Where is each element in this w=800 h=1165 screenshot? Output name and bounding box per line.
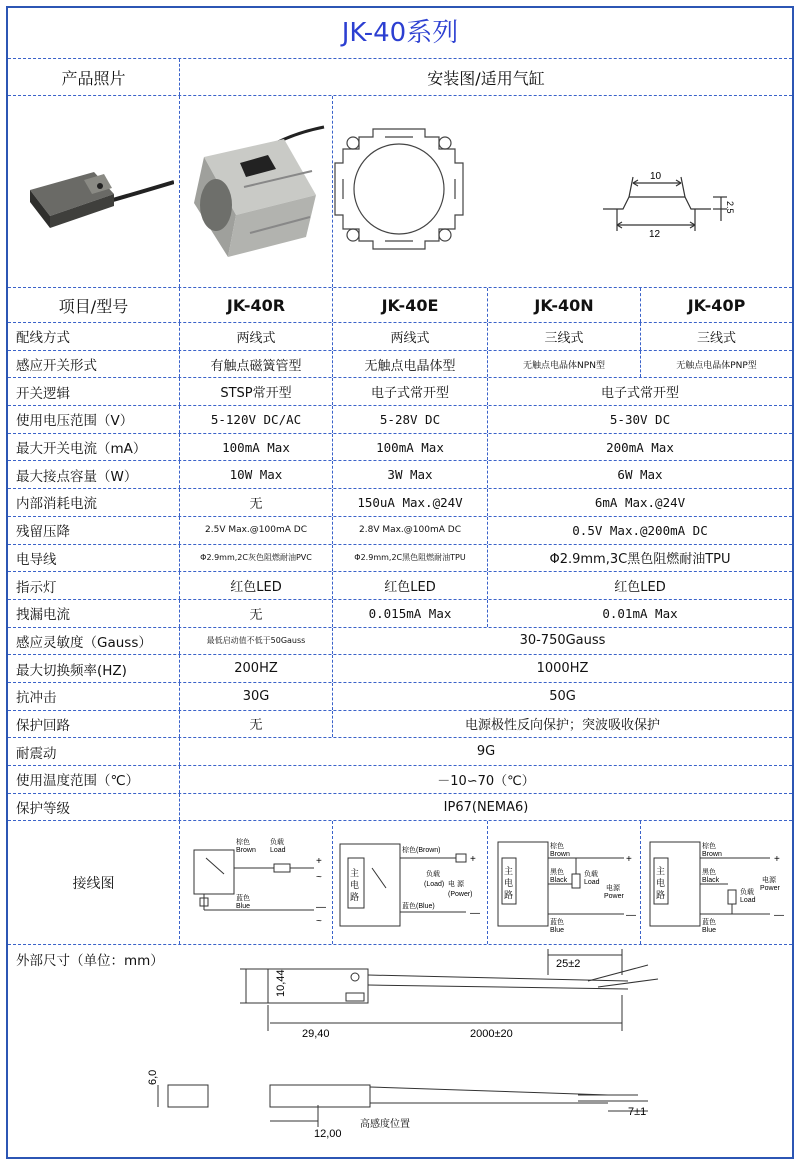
wiring-p bbox=[641, 821, 792, 944]
spec-row-label: 使用电压范围（V） bbox=[8, 406, 180, 433]
spec-row bbox=[8, 655, 792, 683]
datasheet bbox=[6, 6, 794, 1159]
minus-sign: — bbox=[470, 907, 480, 919]
spec-table bbox=[8, 288, 792, 821]
dimensions-section bbox=[8, 945, 792, 1151]
wire-brown: 棕色 bbox=[235, 838, 250, 846]
wire-brown-en: Brown bbox=[235, 846, 256, 854]
spec-row-label: 内部消耗电流 bbox=[8, 489, 180, 516]
load-label-en: (Load) bbox=[424, 880, 445, 888]
photo-header-row bbox=[8, 59, 792, 96]
spec-value: 3W Max bbox=[333, 461, 488, 488]
spec-row bbox=[8, 545, 792, 573]
wire-blue: 蓝色 bbox=[235, 894, 250, 902]
spec-row-label: 感应灵敏度（Gauss） bbox=[8, 628, 180, 655]
spec-value: 200HZ bbox=[180, 655, 333, 682]
dimensions-label: 外部尺寸（单位：mm） bbox=[16, 953, 164, 970]
photo-row bbox=[8, 96, 792, 288]
wiring-row bbox=[8, 821, 792, 945]
spec-value: 电源极性反向保护；突波吸收保护 bbox=[464, 718, 660, 734]
dim-height: 2.5 bbox=[725, 200, 735, 214]
ac-tilde-bottom: ~ bbox=[315, 915, 322, 927]
spec-value: 30G bbox=[180, 683, 333, 710]
load-label: 负载 bbox=[269, 838, 284, 846]
spec-value: Φ2.9mm,3C黑色阻燃耐油TPU bbox=[549, 552, 731, 568]
spec-value: Φ2.9mm,2C灰色阻燃耐油PVC bbox=[180, 545, 333, 572]
spec-value: 无 bbox=[180, 489, 333, 516]
wiring-diagram-n bbox=[492, 828, 637, 938]
main-circuit-2: 电 bbox=[503, 877, 513, 888]
plus-sign: + bbox=[315, 855, 322, 867]
spec-row bbox=[8, 351, 792, 379]
spec-value: 5-28V DC bbox=[333, 406, 488, 433]
spec-value: 5-30V DC bbox=[609, 411, 671, 427]
install-drawing bbox=[333, 96, 792, 287]
power-label-en: Power bbox=[603, 892, 624, 900]
wire-blue-en: Blue bbox=[702, 926, 717, 934]
wiring-diagram-e bbox=[336, 828, 484, 938]
cylinder-icon bbox=[184, 117, 329, 267]
spec-value: 红色LED bbox=[180, 572, 333, 599]
wire-brown-en: Brown bbox=[549, 850, 570, 858]
plus-sign: + bbox=[774, 853, 780, 865]
main-circuit-3: 路 bbox=[656, 889, 666, 900]
profile-drawing bbox=[333, 97, 792, 287]
spec-value: 三线式 bbox=[696, 330, 736, 346]
power-label: 电源 bbox=[762, 876, 776, 884]
install-header: 安装图/适用气缸 bbox=[427, 68, 545, 88]
spec-value: 6W Max bbox=[617, 467, 663, 483]
dim-6: 6,0 bbox=[147, 1070, 159, 1086]
photo-header: 产品照片 bbox=[8, 59, 180, 95]
load-label-en: Load bbox=[269, 846, 286, 854]
spec-row bbox=[8, 766, 792, 794]
dimension-drawing bbox=[8, 945, 792, 1151]
dim-bottom: 12 bbox=[649, 228, 661, 240]
load-label-en: Load bbox=[740, 896, 756, 904]
spec-row-label: 拽漏电流 bbox=[8, 600, 180, 627]
wire-blue: 蓝色(Blue) bbox=[402, 902, 435, 910]
spec-row bbox=[8, 738, 792, 766]
spec-row bbox=[8, 711, 792, 739]
main-circuit-1: 主 bbox=[503, 865, 513, 876]
power-label: 电源 bbox=[605, 884, 620, 892]
page-title: JK-40系列 bbox=[8, 8, 792, 59]
spec-value: 30-750Gauss bbox=[519, 633, 606, 649]
spec-value: 50G bbox=[549, 688, 576, 704]
minus-sign: — bbox=[774, 909, 784, 921]
dim-top: 10 bbox=[650, 170, 662, 182]
power-label-en: (Power) bbox=[448, 890, 473, 898]
wire-black-en: Black bbox=[702, 876, 720, 884]
spec-value: 无触点电晶体型 bbox=[333, 351, 488, 378]
spec-row bbox=[8, 683, 792, 711]
spec-value: 1000HZ bbox=[536, 661, 589, 677]
spec-value: 红色LED bbox=[614, 580, 666, 596]
main-circuit-3: 路 bbox=[350, 891, 360, 902]
sensor-photo-icon bbox=[14, 132, 174, 252]
spec-row bbox=[8, 434, 792, 462]
wire-black: 黑色 bbox=[549, 868, 564, 876]
spec-value: 9G bbox=[476, 744, 496, 760]
spec-value: 两线式 bbox=[180, 323, 333, 350]
spec-value: 0.015mA Max bbox=[333, 600, 488, 627]
spec-header-row bbox=[8, 288, 792, 323]
spec-value: 2.8V Max.@100mA DC bbox=[333, 517, 488, 544]
spec-value: 2.5V Max.@100mA DC bbox=[180, 517, 333, 544]
spec-value: 电子式常开型 bbox=[333, 378, 488, 405]
wiring-diagram-p bbox=[644, 828, 789, 938]
spec-value: Φ2.9mm,2C黑色阻燃耐油TPU bbox=[333, 545, 488, 572]
spec-value: 无触点电晶体NPN型 bbox=[488, 351, 641, 378]
wire-brown: 棕色 bbox=[702, 842, 716, 850]
wire-blue-en: Blue bbox=[549, 926, 564, 934]
spec-value: 150uA Max.@24V bbox=[333, 489, 488, 516]
load-label: 负载 bbox=[740, 888, 754, 896]
ac-tilde-top: ~ bbox=[315, 871, 322, 883]
plus-sign: + bbox=[625, 853, 632, 865]
wire-brown-en: Brown bbox=[702, 850, 722, 858]
spec-row-label: 最大切换频率(HZ) bbox=[8, 655, 180, 682]
spec-value: IP67(NEMA6) bbox=[443, 799, 529, 815]
dim-2000: 2000±20 bbox=[470, 1028, 513, 1041]
model-header: JK-40R bbox=[180, 288, 333, 322]
spec-value: 0.5V Max.@200mA DC bbox=[572, 522, 708, 538]
dim-10: 10,44 bbox=[275, 969, 287, 998]
main-circuit-1: 主 bbox=[350, 867, 360, 878]
wiring-label: 接线图 bbox=[8, 821, 180, 944]
wire-black-en: Black bbox=[549, 876, 567, 884]
model-header: JK-40P bbox=[687, 295, 746, 315]
spec-value: 0.01mA Max bbox=[602, 605, 678, 621]
spec-row-label: 最大开关电流（mA） bbox=[8, 434, 180, 461]
spec-row-label: 保护等级 bbox=[8, 794, 180, 821]
spec-value: 5-120V DC/AC bbox=[180, 406, 333, 433]
spec-row-label: 残留压降 bbox=[8, 517, 180, 544]
spec-row-label: 指示灯 bbox=[8, 572, 180, 599]
spec-row-label: 感应开关形式 bbox=[8, 351, 180, 378]
dim-25: 25±2 bbox=[556, 958, 581, 971]
wire-blue: 蓝色 bbox=[702, 918, 716, 926]
wiring-n bbox=[488, 821, 641, 944]
spec-value: －10∽70（℃） bbox=[437, 773, 535, 789]
spec-value: 100mA Max bbox=[333, 434, 488, 461]
spec-row bbox=[8, 517, 792, 545]
model-header: JK-40N bbox=[488, 288, 641, 322]
wire-blue: 蓝色 bbox=[549, 918, 564, 926]
wiring-r bbox=[180, 821, 333, 944]
load-label: 负载 bbox=[583, 870, 598, 878]
spec-value: 6mA Max.@24V bbox=[594, 494, 686, 510]
load-label-en: Load bbox=[583, 878, 600, 886]
minus-sign: — bbox=[315, 901, 326, 913]
wiring-diagram-r bbox=[184, 828, 329, 938]
spec-row-label: 电导线 bbox=[8, 545, 180, 572]
spec-value: 电子式常开型 bbox=[600, 386, 679, 402]
spec-row bbox=[8, 323, 792, 351]
spec-value: 10W Max bbox=[180, 461, 333, 488]
spec-row bbox=[8, 572, 792, 600]
main-circuit-3: 路 bbox=[503, 889, 513, 900]
spec-row-label: 最大接点容量（W） bbox=[8, 461, 180, 488]
spec-value: 最低启动值不低于50Gauss bbox=[180, 628, 333, 655]
wire-blue-en: Blue bbox=[235, 902, 250, 910]
spec-row-label: 耐震动 bbox=[8, 738, 180, 765]
wiring-e bbox=[333, 821, 488, 944]
spec-value: STSP常开型 bbox=[180, 378, 333, 405]
main-circuit-1: 主 bbox=[656, 865, 666, 876]
spec-value: 200mA Max bbox=[606, 439, 674, 455]
spec-value: 红色LED bbox=[333, 572, 488, 599]
model-header: JK-40E bbox=[333, 288, 488, 322]
plus-sign: + bbox=[470, 853, 476, 865]
spec-row bbox=[8, 628, 792, 656]
spec-header-label: 项目/型号 bbox=[8, 288, 180, 322]
product-photo bbox=[8, 96, 180, 287]
main-circuit-2: 电 bbox=[656, 877, 666, 888]
wire-brown: 棕色(Brown) bbox=[402, 846, 441, 854]
spec-value: 三线式 bbox=[488, 323, 641, 350]
dim-12: 12,00 bbox=[314, 1128, 342, 1141]
main-circuit-2: 电 bbox=[350, 879, 360, 890]
spec-row-label: 配线方式 bbox=[8, 323, 180, 350]
load-label: 负载 bbox=[426, 870, 440, 878]
spec-row bbox=[8, 489, 792, 517]
sense-position: 高感度位置 bbox=[360, 1119, 410, 1131]
spec-row-label: 保护回路 bbox=[8, 711, 180, 738]
spec-value: 无 bbox=[180, 711, 333, 738]
spec-row bbox=[8, 378, 792, 406]
spec-value: 100mA Max bbox=[180, 434, 333, 461]
cylinder-photo bbox=[180, 96, 333, 287]
wire-black: 黑色 bbox=[702, 868, 716, 876]
wire-brown: 棕色 bbox=[549, 842, 564, 850]
power-label-en: Power bbox=[760, 884, 780, 892]
minus-sign: — bbox=[625, 909, 636, 921]
spec-row bbox=[8, 794, 792, 822]
dim-7: 7±1 bbox=[628, 1106, 647, 1119]
dim-29: 29,40 bbox=[302, 1028, 330, 1041]
spec-row-label: 抗冲击 bbox=[8, 683, 180, 710]
spec-row-label: 使用温度范围（℃） bbox=[8, 766, 180, 793]
spec-value: 无触点电晶体PNP型 bbox=[676, 360, 757, 371]
spec-row bbox=[8, 406, 792, 434]
spec-row bbox=[8, 600, 792, 628]
power-label: 电 源 bbox=[448, 880, 464, 888]
spec-row bbox=[8, 461, 792, 489]
spec-value: 两线式 bbox=[333, 323, 488, 350]
spec-row-label: 开关逻辑 bbox=[8, 378, 180, 405]
spec-value: 有触点磁簧管型 bbox=[180, 351, 333, 378]
spec-value: 无 bbox=[180, 600, 333, 627]
